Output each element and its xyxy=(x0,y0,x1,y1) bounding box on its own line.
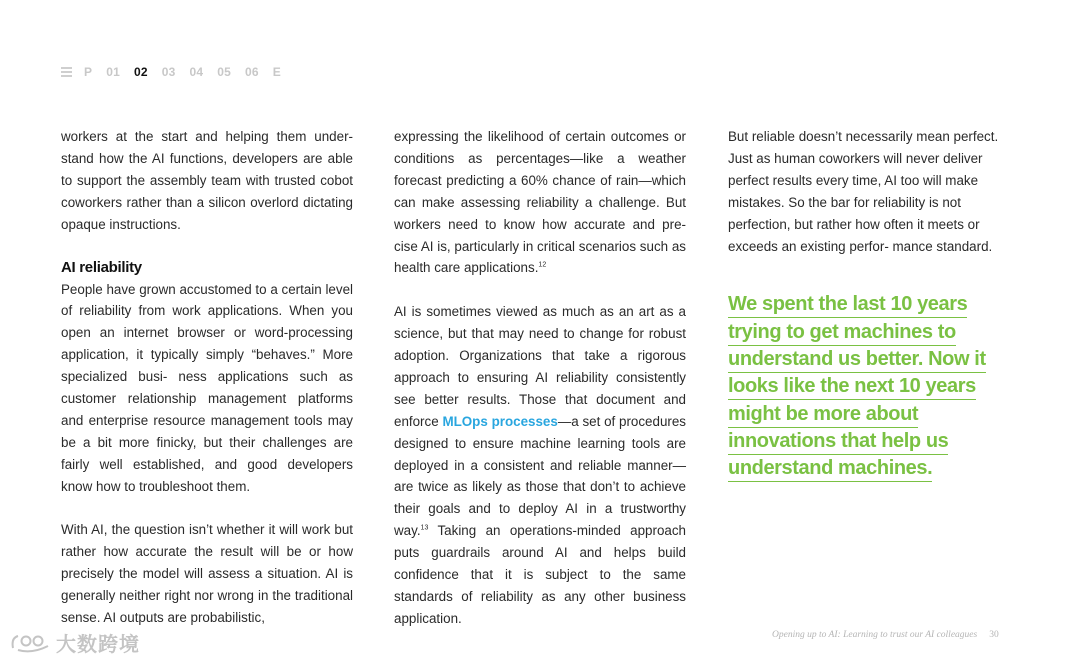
watermark-text: 大数跨境 xyxy=(56,634,140,656)
nav-item-p[interactable]: P xyxy=(84,65,93,79)
paragraph-text: —a set of procedures designed to ensure machine learning tools are deployed in a consistent and reliable manner—are twice as likely as those that don’t to achieve their goals and to deploy AI in a trustworthy way. xyxy=(394,413,686,539)
footnote-ref-12[interactable]: 12 xyxy=(538,261,547,269)
watermark-logo-icon xyxy=(10,632,52,654)
mlops-processes-link[interactable]: MLOps processes xyxy=(442,413,558,429)
body-paragraph xyxy=(394,301,686,630)
section-nav xyxy=(61,64,295,80)
body-paragraph: People have grown accustomed to a certain level of reliability from work applications. When you open an internet browser or word-processing application, it typically simply “behaves.” More specialized busi- ness applications such as customer relationship management platforms and enterprise resource management tools may be a bit more finicky, but their challenges are fairly well established, and good developers know how to troubleshoot them. xyxy=(61,281,353,494)
paragraph-text: AI is sometimes viewed as much as an art as a science, but that may need to change for robust adoption. Organizations that take a rigorous approach to ensuring AI reliability consistently see better results. Those that document and enforce xyxy=(394,304,686,429)
nav-item-02[interactable]: 02 xyxy=(133,65,148,79)
column-3 xyxy=(728,126,1020,483)
nav-item-e[interactable]: E xyxy=(272,65,281,79)
body-paragraph: But reliable doesn’t necessarily mean perfect. Just as human coworkers will never deliver perfect results every time, AI too will make mistakes. So the bar for reliability is not perfection, but rather how often it meets or exceeds an existing perfor- mance standard. xyxy=(728,129,999,254)
pull-quote-text: We spent the last 10 years trying to get machines to understand us better. Now it looks like the next 10 years might be more about innovations that help us understand machines. xyxy=(728,293,986,482)
page-number: 30 xyxy=(989,630,999,640)
footnote-ref-13[interactable]: 13 xyxy=(420,524,429,532)
nav-item-01[interactable]: 01 xyxy=(106,65,120,79)
section-heading: AI reliability xyxy=(61,258,142,276)
body-paragraph xyxy=(394,126,686,279)
column-2 xyxy=(394,126,686,630)
nav-item-05[interactable]: 05 xyxy=(217,65,231,79)
footer-title: Opening up to AI: Learning to trust our AI colleagues xyxy=(772,630,978,640)
nav-item-04[interactable]: 04 xyxy=(189,65,204,79)
menu-icon[interactable] xyxy=(61,67,72,77)
pull-quote xyxy=(728,291,1020,482)
watermark xyxy=(10,628,140,657)
body-paragraph: With AI, the question isn’t whether it will work but rather how accurate the result will be or how precisely the model will assess a situation. AI is generally neither right nor wrong in the traditional sense. AI outputs are probabilistic, xyxy=(61,522,353,626)
column-1 xyxy=(61,126,353,629)
paragraph-text: expressing the likelihood of certain outcomes or conditions as percentages—like a weather forecast predicting a 60% chance of rain—which can make assessing reliability a challenge. But workers need to know how accurate and pre- cise AI is, particularly in critical scenarios such as health care applications. xyxy=(394,129,686,276)
paragraph-text: Taking an operations-minded approach puts guardrails around AI and helps build confidence that it is subject to the same standards of reliability as any other business application. xyxy=(394,523,686,626)
nav-item-06[interactable]: 06 xyxy=(244,65,259,79)
body-paragraph: workers at the start and helping them under- stand how the AI functions, developers are able to support the assembly team with trusted cobot coworkers rather than a silicon overlord dictating opaque instructions. xyxy=(61,129,353,232)
page-footer xyxy=(772,630,999,640)
nav-item-03[interactable]: 03 xyxy=(161,65,176,79)
